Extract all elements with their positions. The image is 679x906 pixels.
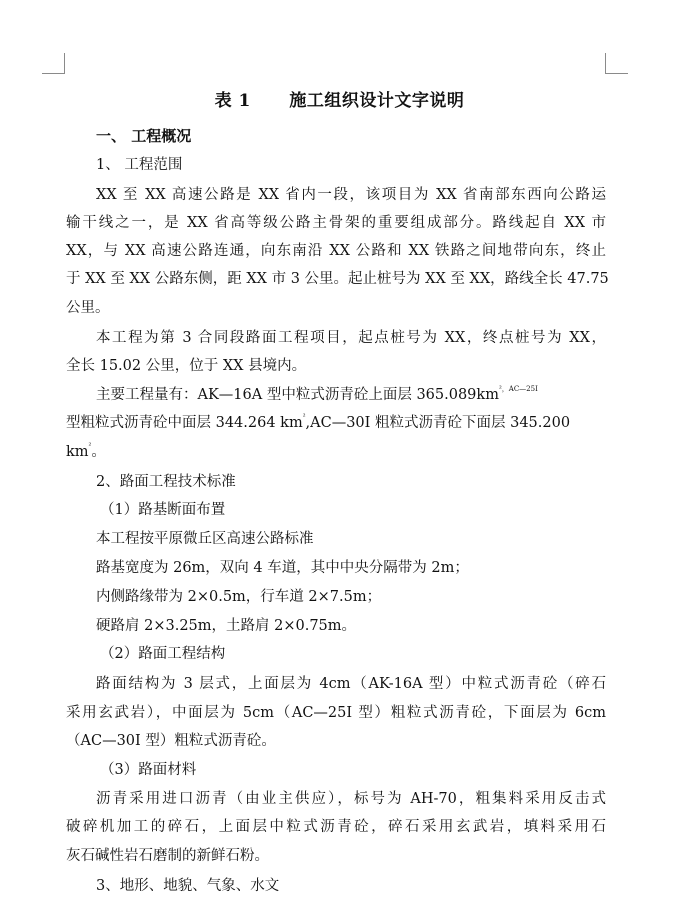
document-title: 表 1 施工组织设计文字说明 [214, 91, 465, 111]
subsection-heading: 2、路面工程技术标准 [96, 474, 236, 490]
paragraph-line: 本工程按平原微丘区高速公路标准 [96, 531, 314, 547]
paragraph-line: 路面结构为 3 层式，上面层为 4cm（AK-16A 型）中粒式沥青砼（碎石 [96, 676, 606, 692]
paragraph-line: 输干线之一，是 XX 省高等级公路主骨架的重要组成部分。路线起自 XX 市 [66, 215, 606, 231]
superscript: ²，AC—25I [498, 385, 538, 393]
paragraph-line: 破碎机加工的碎石，上面层中粒式沥青砼，碎石采用玄武岩，填料采用石 [66, 819, 606, 835]
text-run: 。 [91, 444, 106, 460]
paragraph-line: 本工程为第 3 合同段路面工程项目，起点桩号为 XX，终点桩号为 XX， [96, 330, 606, 346]
crop-mark-top-left [42, 53, 65, 74]
paragraph-line: （AC—30I 型）粗粒式沥青砼。 [66, 733, 276, 749]
superscript: ² [88, 442, 92, 450]
paragraph-line: 路基宽度为 26m，双向 4 车道，其中中央分隔带为 2m； [96, 560, 469, 576]
paragraph-line: 沥青采用进口沥青（由业主供应），标号为 AH-70，粗集料采用反击式 [96, 791, 606, 807]
subsection-heading: 3、地形、地貌、气象、水文 [96, 878, 280, 894]
paragraph-line [66, 442, 106, 462]
paragraph-line: 公里。 [66, 300, 110, 316]
section-heading: 一、 工程概况 [96, 127, 192, 145]
paragraph-line: 采用玄武岩），中面层为 5cm（AC—25I 型）粗粒式沥青砼，下面层为 6cm [66, 705, 606, 721]
paragraph-line: 内侧路缘带为 2×0.5m，行车道 2×7.5m； [96, 589, 382, 605]
superscript: ² [302, 413, 306, 421]
subsection-heading: （1）路基断面布置 [100, 502, 226, 518]
paragraph-line: 硬路肩 2×3.25m，土路肩 2×0.75m。 [96, 618, 357, 634]
paragraph-line: 于 XX 至 XX 公路东侧，距 XX 市 3 公里。起止桩号为 XX 至 XX，路线全长 47.75 [66, 271, 609, 287]
paragraph-line [96, 385, 538, 405]
text-run: 型粗粒式沥青砼中面层 344.264 km [66, 415, 303, 431]
paragraph-line: XX，与 XX 高速公路连通，向东南沿 XX 公路和 XX 铁路之间地带向东，终止 [66, 243, 606, 259]
paragraph-line: 全长 15.02 公里，位于 XX 县境内。 [66, 358, 307, 374]
text-run: km [66, 444, 89, 460]
subsection-heading: 1、 工程范围 [96, 157, 183, 173]
paragraph-line: 灰石碱性岩石磨制的新鲜石粉。 [66, 848, 269, 864]
subsection-heading: （3）路面材料 [100, 762, 197, 778]
paragraph-line [66, 413, 570, 433]
paragraph-line: XX 至 XX 高速公路是 XX 省内一段，该项目为 XX 省南部东西向公路运 [96, 187, 606, 203]
text-run: 主要工程量有：AK—16A 型中粒式沥青砼上面层 365.089km [96, 387, 499, 403]
subsection-heading: （2）路面工程结构 [100, 646, 226, 662]
text-run: ,AC—30I 粗粒式沥青砼下面层 345.200 [305, 415, 571, 431]
crop-mark-top-right [605, 53, 628, 74]
